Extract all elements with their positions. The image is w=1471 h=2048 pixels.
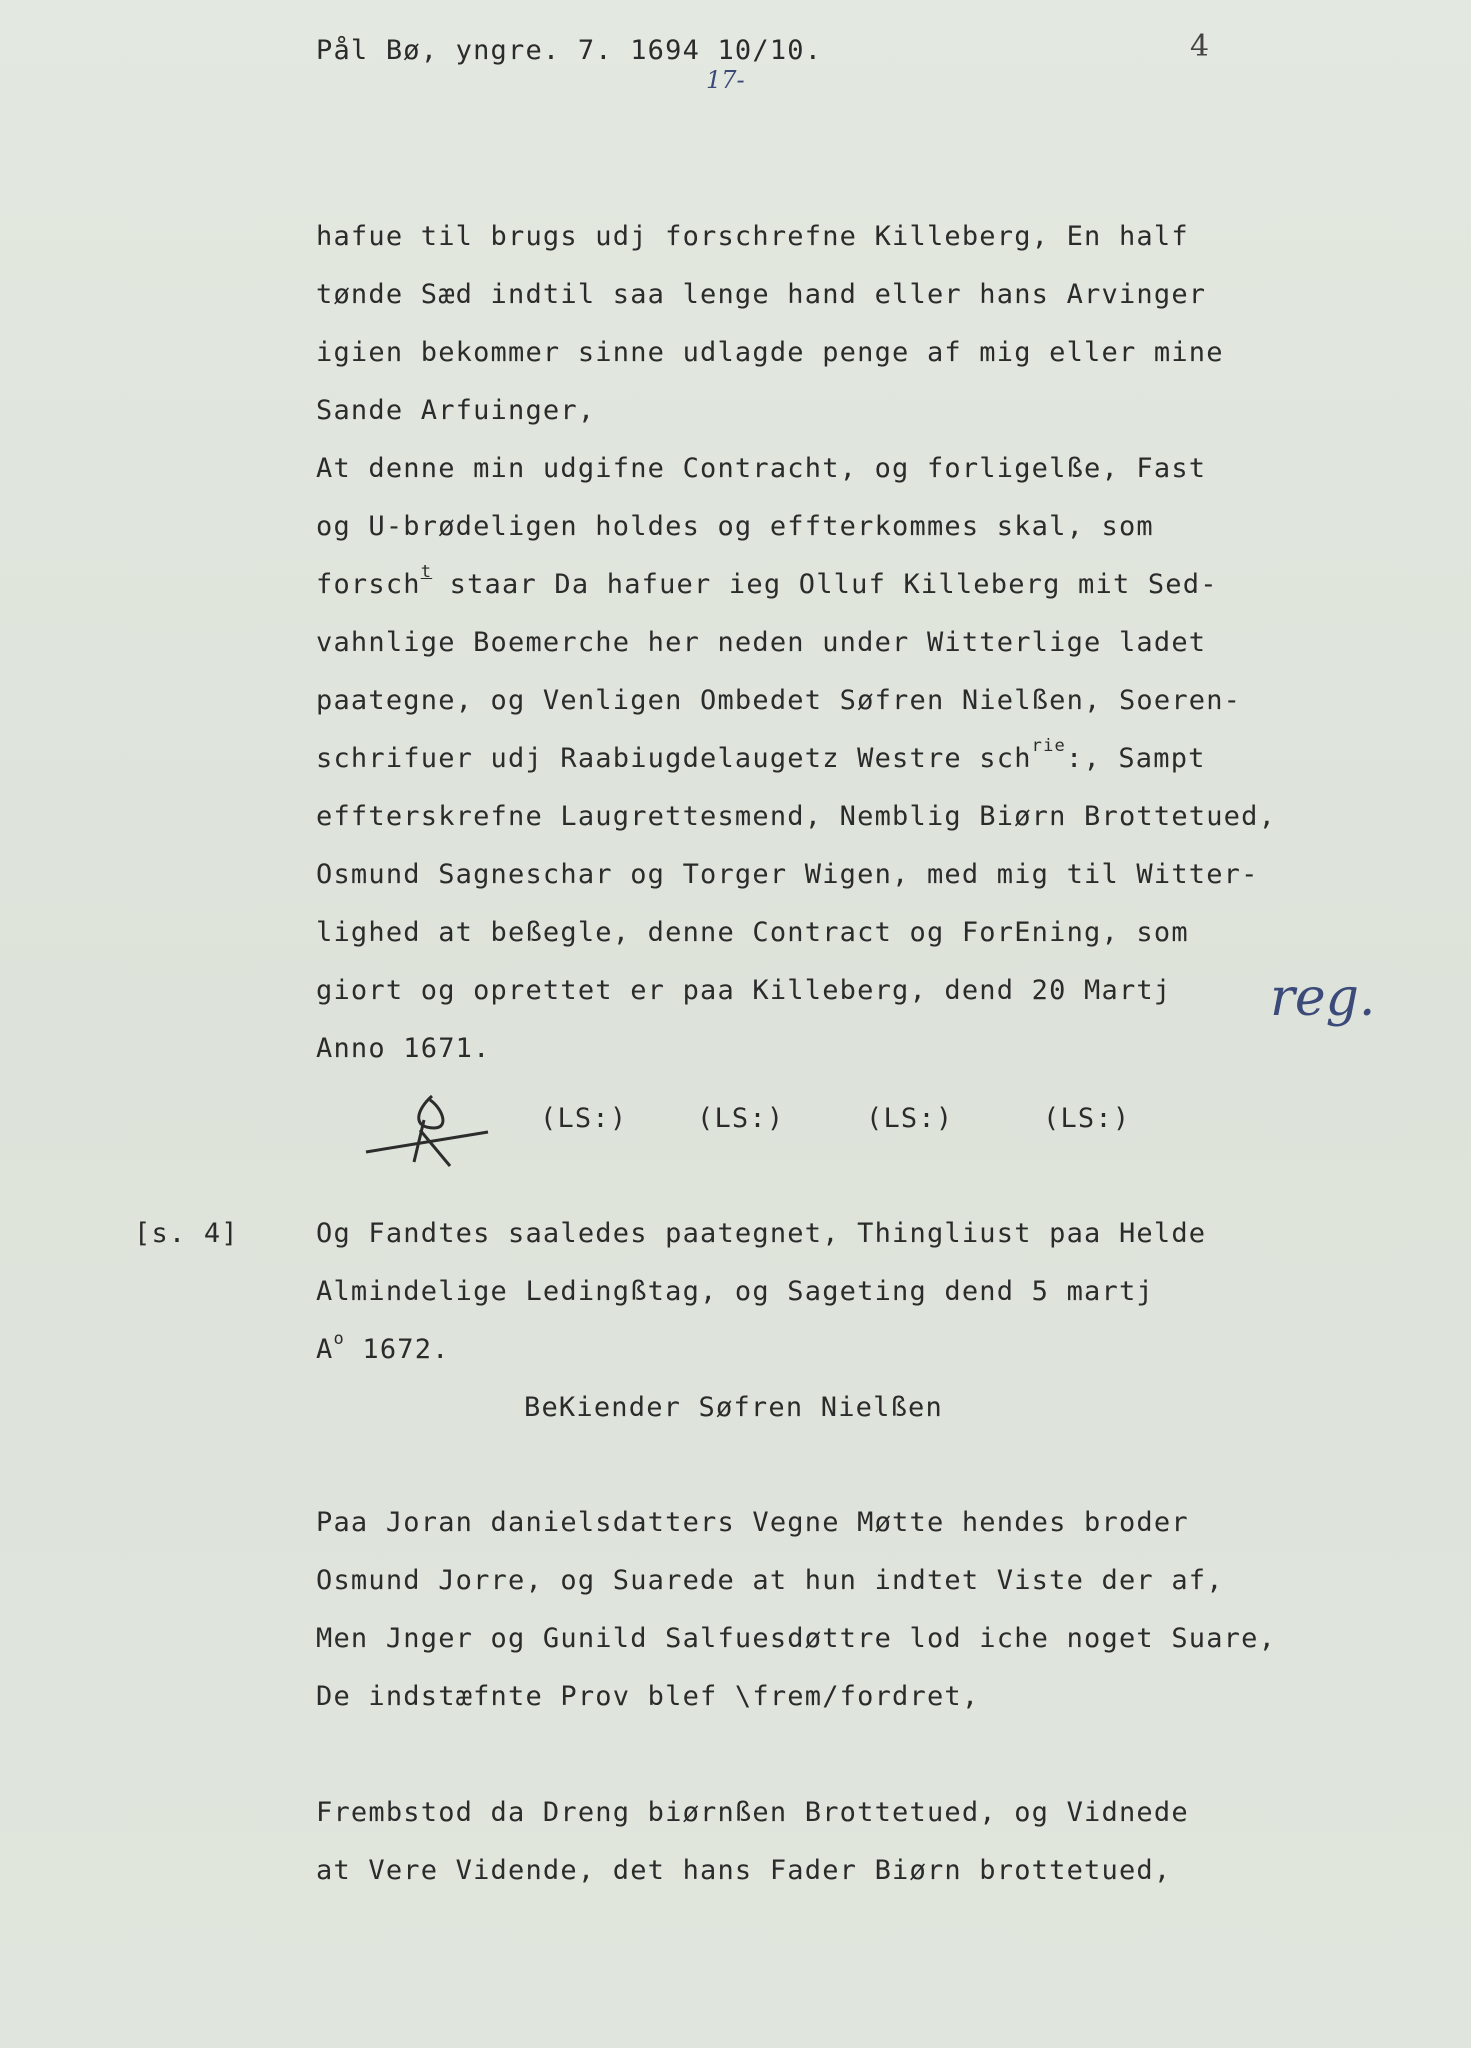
text-line: Frembstod da Dreng biørnßen Brottetued, og Vidnede	[316, 1797, 1189, 1828]
page-number: 4	[1190, 29, 1211, 64]
text-line: hafue til brugs udj forschrefne Killeberg, En half	[316, 221, 1189, 252]
text-line: vahnlige Boemerche her neden under Witterlige ladet	[316, 627, 1207, 658]
seal-mark: (LS:)	[1043, 1103, 1131, 1134]
text-line: Osmund Sagneschar og Torger Wigen, med mig til Witter-	[316, 859, 1259, 890]
text-line: Almindelige Ledingßtag, og Sageting dend 5 martj	[316, 1276, 1154, 1307]
schrie-suffix: :, Sampt	[1065, 743, 1206, 774]
text-line: effterskrefne Laugrettesmend, Nemblig Biørn Brottetued,	[316, 801, 1277, 832]
text-line: og U-brødeligen holdes og effterkommes skal, som	[316, 511, 1154, 542]
forsch-prefix: forsch	[316, 569, 421, 600]
forsch-superscript: t	[420, 562, 433, 582]
text-line: Men Jnger og Gunild Salfuesdøttre lod iche noget Suare,	[316, 1623, 1277, 1654]
anno-prefix: A	[316, 1334, 334, 1365]
seal-mark: (LS:)	[866, 1103, 954, 1134]
text-line: at Vere Vidende, det hans Fader Biørn brottetued,	[316, 1855, 1172, 1886]
text-line-schrie	[316, 736, 1206, 779]
text-line: At denne min udgifne Contracht, og forligelße, Fast	[316, 453, 1207, 484]
text-line: giort og oprettet er paa Killeberg, dend 20 Martj	[316, 975, 1172, 1006]
text-line: Paa Joran danielsdatters Vegne Møtte hendes broder	[316, 1507, 1189, 1538]
schrie-text: schrifuer udj Raabiugdelaugetz Westre sch	[316, 743, 1032, 774]
anno-superscript: o	[333, 1329, 345, 1349]
text-line: paategne, og Venligen Ombedet Søfren Nielßen, Soeren-	[316, 685, 1242, 716]
text-line: tønde Sæd indtil saa lenge hand eller hans Arvinger	[316, 279, 1207, 310]
text-line: Anno 1671.	[316, 1033, 491, 1064]
text-line: igien bekommer sinne udlagde penge af mig eller mine	[316, 337, 1224, 368]
text-line: lighed at beßegle, denne Contract og ForEning, som	[316, 917, 1189, 948]
margin-page-reference: [s. 4]	[134, 1218, 239, 1249]
signature-line: BeKiender Søfren Nielßen	[524, 1392, 943, 1423]
text-line-forsch	[316, 562, 1218, 605]
text-line-anno	[316, 1329, 450, 1370]
text-line: Og Fandtes saaledes paategnet, Thingliust paa Helde	[316, 1218, 1207, 1249]
text-line: De indstæfnte Prov blef \frem/fordret,	[316, 1681, 980, 1712]
text-line: Osmund Jorre, og Suarede at hun indtet Viste der af,	[316, 1565, 1224, 1596]
text-line: Sande Arfuinger,	[316, 395, 596, 426]
owner-mark-icon	[360, 1090, 500, 1170]
handwritten-reg-note: reg.	[1270, 968, 1376, 1028]
seal-mark: (LS:)	[540, 1103, 628, 1134]
document-header: Pål Bø, yngre. 7. 1694 10/10.	[316, 35, 823, 66]
forsch-rest: staar Da hafuer ieg Olluf Killeberg mit Sed-	[449, 569, 1218, 600]
seal-mark: (LS:)	[697, 1103, 785, 1134]
schrie-superscript: rie	[1031, 736, 1066, 756]
anno-suffix: 1672.	[344, 1334, 450, 1365]
handwritten-correction: 17-	[706, 66, 745, 94]
